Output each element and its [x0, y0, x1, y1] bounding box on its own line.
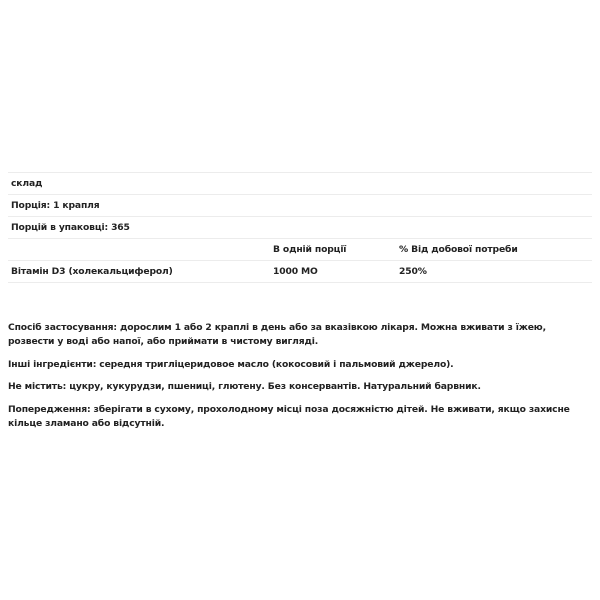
supplement-facts-table — [8, 172, 592, 283]
table-header-row — [8, 239, 592, 261]
column-header-daily-value: % Від добової потреби — [399, 244, 518, 255]
free-of-statement: Не містить: цукру, кукурудзи, пшениці, глютену. Без консервантів. Натуральний барвник. — [8, 381, 481, 392]
serving-size-row — [8, 195, 592, 217]
serving-size: Порція: 1 крапля — [11, 200, 100, 211]
column-header-per-serving: В одній порції — [273, 244, 347, 255]
other-ingredients: Інші інгредієнти: середня тригліцеридовое масло (кокосовий і пальмовий джерело). — [8, 358, 454, 370]
warning-statement: Попередження: зберігати в сухому, прохолодному місці поза досяжністю дітей. Не вживати, якщо захисне кільце зламано або відсутній. — [8, 403, 570, 429]
table-title: склад — [11, 178, 43, 189]
servings-per-container: Порцій в упаковці: 365 — [11, 222, 130, 233]
table-title-row — [8, 173, 592, 195]
ingredient-daily-value: 250% — [399, 266, 427, 277]
ingredient-name: Вітамін D3 (холекальциферол) — [11, 266, 173, 277]
product-notes — [8, 321, 588, 439]
table-row — [8, 261, 592, 283]
ingredient-amount: 1000 МО — [273, 266, 318, 277]
servings-per-container-row — [8, 217, 592, 239]
usage-instructions: Спосіб застосування: дорослим 1 або 2 краплі в день або за вказівкою лікаря. Можна вживати з їжею, розвести у воді або напої, або приймати в чистому вигляді. — [8, 322, 546, 347]
